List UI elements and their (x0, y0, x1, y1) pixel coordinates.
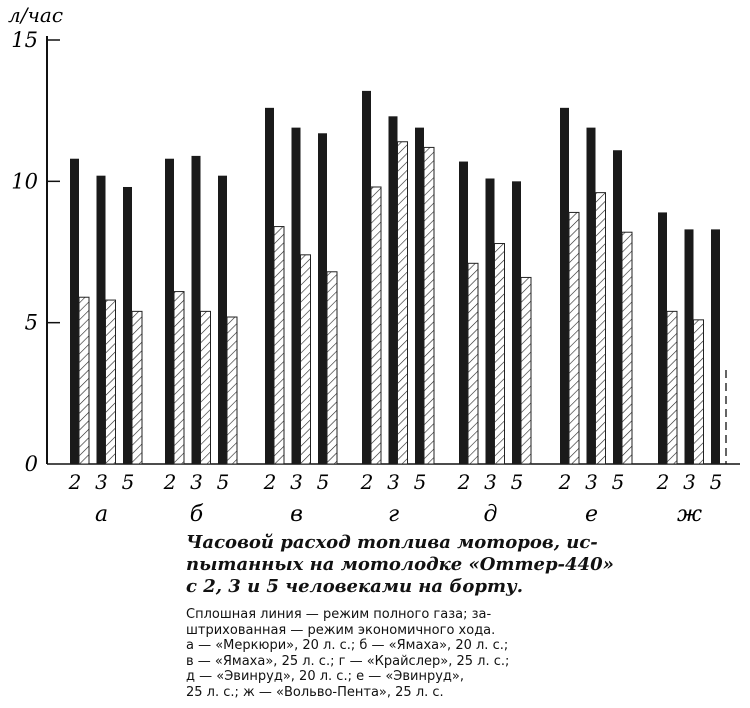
bar-economy (622, 232, 632, 464)
x-group-label: д (483, 502, 498, 527)
x-sub-label: 5 (611, 470, 625, 494)
bar-full-throttle (389, 116, 398, 464)
x-group-label: а (94, 502, 109, 527)
bar-economy (227, 317, 237, 464)
x-group-label: ж (676, 502, 703, 527)
bar-economy (398, 142, 408, 464)
x-group-label: е (584, 502, 599, 527)
bar-economy (667, 311, 677, 464)
x-sub-label: 2 (263, 470, 277, 494)
x-sub-label: 2 (656, 470, 670, 494)
bar-economy (495, 244, 505, 464)
figure-caption (186, 532, 746, 700)
bar-economy (521, 277, 531, 464)
x-group-label: г (387, 502, 400, 527)
x-sub-label: 2 (457, 470, 471, 494)
bar-full-throttle (658, 212, 667, 464)
x-sub-label: 2 (68, 470, 82, 494)
x-sub-label: 5 (121, 470, 135, 494)
bar-economy (371, 187, 381, 464)
x-sub-label: 2 (558, 470, 572, 494)
caption-title: Часовой расход топлива моторов, ис- пытанных на мотолодке «Оттер-440» с 2, 3 и 5 человеками на борту. (186, 532, 614, 597)
bar-full-throttle (165, 159, 174, 464)
x-sub-label: 3 (683, 470, 696, 494)
bar-full-throttle (587, 128, 596, 464)
bar-economy (694, 320, 704, 464)
bar-economy (274, 227, 284, 464)
bar-full-throttle (613, 150, 622, 464)
y-tick-label: 0 (24, 452, 38, 476)
y-tick-label: 15 (11, 28, 38, 52)
bar-full-throttle (711, 229, 720, 464)
y-tick-label: 10 (11, 169, 38, 194)
x-sub-label: 3 (484, 470, 497, 494)
bar-economy (174, 292, 184, 464)
x-sub-label: 3 (290, 470, 303, 494)
x-sub-label: 2 (360, 470, 374, 494)
bar-full-throttle (192, 156, 201, 464)
y-axis-ticks (11, 28, 60, 476)
bar-full-throttle (362, 91, 371, 464)
bar-full-throttle (512, 181, 521, 464)
x-sub-label: 3 (387, 470, 400, 494)
bar-full-throttle (97, 176, 106, 464)
x-sub-label: 5 (413, 470, 427, 494)
x-sub-label: 5 (316, 470, 330, 494)
x-axis-labels (68, 470, 723, 527)
bar-economy (327, 272, 337, 464)
bar-full-throttle (459, 162, 468, 464)
bar-economy (79, 297, 89, 464)
bar-full-throttle (265, 108, 274, 464)
bar-economy (468, 263, 478, 464)
x-sub-label: 2 (163, 470, 177, 494)
x-sub-label: 3 (190, 470, 203, 494)
bar-marks (70, 91, 726, 464)
x-group-label: в (290, 502, 303, 527)
bar-full-throttle (292, 128, 301, 464)
x-sub-label: 5 (216, 470, 230, 494)
bar-economy (132, 311, 142, 464)
bar-economy (301, 255, 311, 464)
x-group-label: б (189, 502, 204, 527)
bar-economy (201, 311, 211, 464)
bar-full-throttle (123, 187, 132, 464)
bar-full-throttle (685, 229, 694, 464)
bar-economy (106, 300, 116, 464)
bar-full-throttle (318, 133, 327, 464)
bar-full-throttle (415, 128, 424, 464)
x-sub-label: 3 (95, 470, 108, 494)
bar-full-throttle (560, 108, 569, 464)
caption-legend: Сплошная линия — режим полного газа; за- штрихованная — режим экономичного хода. а — «Меркюри», 20 л. с.; б — «Ямаха», 20 л. с.; в — «Ямаха», 25 л. с.; г — «Крайслер», 25 л. с.; д — «Эвинруд», 20 л. с.; е — «Эвинруд», 25 л. с.; ж — «Вольво-Пента», 25 л. с. (186, 607, 510, 700)
bar-economy (569, 212, 579, 464)
y-tick-label: 5 (24, 310, 38, 335)
bar-full-throttle (70, 159, 79, 464)
bar-full-throttle (486, 179, 495, 464)
bar-economy (596, 193, 606, 464)
x-sub-label: 3 (585, 470, 598, 494)
bar-economy (424, 147, 434, 464)
x-sub-label: 5 (709, 470, 723, 494)
y-axis-label: л/час (8, 3, 64, 27)
bar-full-throttle (218, 176, 227, 464)
x-sub-label: 5 (510, 470, 524, 494)
